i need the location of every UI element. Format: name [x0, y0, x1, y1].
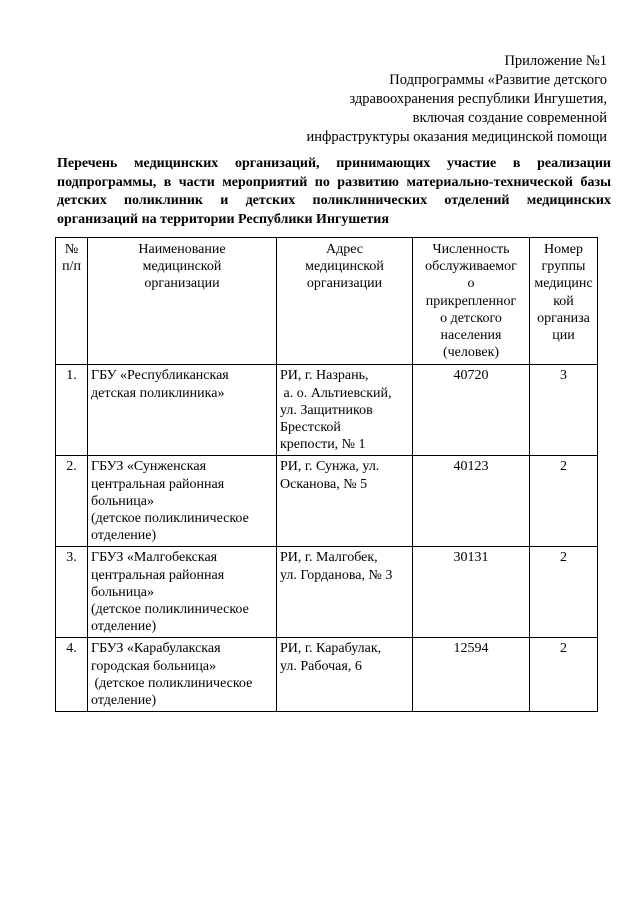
table-row — [56, 638, 598, 712]
org-population: 40123 — [413, 456, 530, 547]
org-name: ГБУ «Республиканская детская поликлиника» — [88, 365, 277, 456]
appendix-line: Приложение №1 — [504, 53, 607, 69]
org-population: 12594 — [413, 638, 530, 712]
header-population: Численность обслуживаемог о прикрепленног о детского населения (человек) — [413, 238, 530, 365]
table-row — [56, 365, 598, 456]
header-group: Номер группы медицинс кой организа ции — [530, 238, 598, 365]
row-num: 2. — [56, 456, 88, 547]
row-num: 4. — [56, 638, 88, 712]
org-address: РИ, г. Сунжа, ул. Осканова, № 5 — [277, 456, 413, 547]
organizations-table — [55, 237, 598, 712]
appendix-line: здравоохранения республики Ингушетия, — [349, 91, 607, 107]
table-header-row — [56, 238, 598, 365]
header-num: № п/п — [56, 238, 88, 365]
org-group: 2 — [530, 547, 598, 638]
org-name: ГБУЗ «Сунженская центральная районная больница» (детское поликлиническое отделение) — [88, 456, 277, 547]
org-address: РИ, г. Карабулак, ул. Рабочая, 6 — [277, 638, 413, 712]
row-num: 1. — [56, 365, 88, 456]
org-group: 2 — [530, 456, 598, 547]
appendix-line: инфраструктуры оказания медицинской помощи — [306, 129, 607, 145]
org-address: РИ, г. Назрань, а. о. Альтиевский, ул. Защитников Брестской крепости, № 1 — [277, 365, 413, 456]
row-num: 3. — [56, 547, 88, 638]
org-group: 3 — [530, 365, 598, 456]
table-row — [56, 456, 598, 547]
header-address: Адрес медицинской организации — [277, 238, 413, 365]
org-address: РИ, г. Малгобек, ул. Горданова, № 3 — [277, 547, 413, 638]
org-population: 40720 — [413, 365, 530, 456]
org-population: 30131 — [413, 547, 530, 638]
org-group: 2 — [530, 638, 598, 712]
appendix-line: Подпрограммы «Развитие детского — [389, 72, 607, 88]
appendix-line: включая создание современной — [412, 110, 607, 126]
document-heading: Перечень медицинских организаций, принимающих участие в реализации подпрограммы, в части мероприятий по развитию материально-технической базы детских поликлиник и детских поликлинических отделений медицинских организаций на территории Республики Ингушетия — [57, 156, 611, 227]
appendix-reference — [247, 52, 607, 147]
table-row — [56, 547, 598, 638]
header-name: Наименование медицинской организации — [88, 238, 277, 365]
org-name: ГБУЗ «Карабулакская городская больница» (детское поликлиническое отделение) — [88, 638, 277, 712]
org-name: ГБУЗ «Малгобекская центральная районная больница» (детское поликлиническое отделение) — [88, 547, 277, 638]
